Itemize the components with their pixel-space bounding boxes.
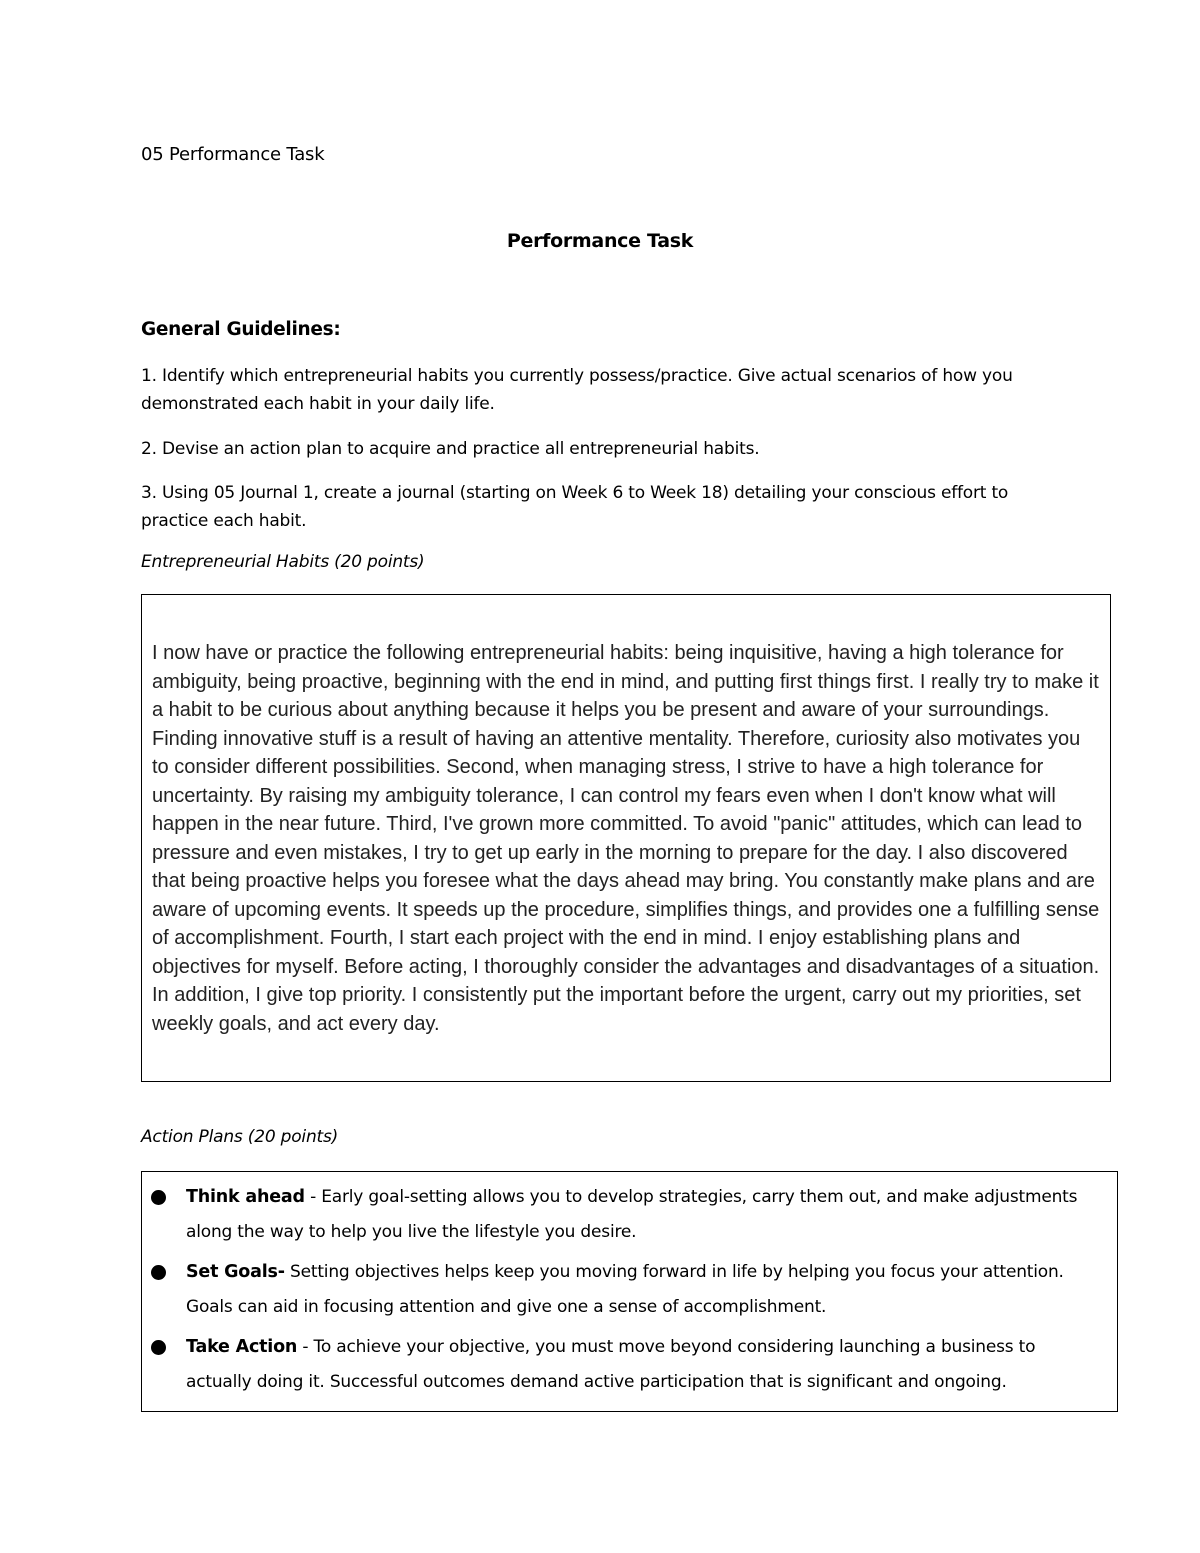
action-plan-text: Setting objectives helps keep you moving forward in life by helping you focus your attention. Goals can aid in focusing attention and give one a sense of accomplishment. xyxy=(186,1262,1064,1317)
action-plan-text: - Early goal-setting allows you to develop strategies, carry them out, and make adjustments along the way to help you live the lifestyle you desire. xyxy=(186,1187,1078,1242)
bullet-icon xyxy=(151,1190,166,1205)
action-plan-item xyxy=(186,1255,1086,1325)
action-plan-item xyxy=(186,1330,1086,1400)
page-title: Performance Task xyxy=(506,230,694,252)
habits-answer-box xyxy=(141,594,1111,1082)
habits-answer-text: I now have or practice the following entrepreneurial habits: being inquisitive, having a high tolerance for ambiguity, being proactive, beginning with the end in mind, and putting first things first. I really try to make it a habit to be curious about anything because it helps you be present and aware of your surroundings. Finding innovative stuff is a result of having an attentive mentality. Therefore, curiosity also motivates you to consider different possibilities. Second, when managing stress, I strive to have a high tolerance for uncertainty. By raising my ambiguity tolerance, I can control my fears even when I don't know what will happen in the near future. Third, I've grown more committed. To avoid "panic" attitudes, which can lead to pressure and even mistakes, I try to get up early in the morning to prepare for the day. I also discovered that being proactive helps you foresee what the days ahead may bring. You constantly make plans and are aware of upcoming events. It speeds up the procedure, simplifies things, and provides one a fulfilling sense of accomplishment. Fourth, I start each project with the end in mind. I enjoy establishing plans and objectives for myself. Before acting, I thoroughly consider the advantages and disadvantages of a situation. In addition, I give top priority. I consistently put the important before the urgent, carry out my priorities, set weekly goals, and act every day. xyxy=(152,642,1100,1035)
guideline-item-2: 2. Devise an action plan to acquire and practice all entrepreneurial habits. xyxy=(141,439,760,459)
action-plan-title: Think ahead xyxy=(186,1187,305,1207)
guideline-item-1: 1. Identify which entrepreneurial habits you currently possess/practice. Give actual scenarios of how you demonstrated each habit in your daily life. xyxy=(141,366,1013,414)
header-label: 05 Performance Task xyxy=(141,144,325,165)
action-plan-item xyxy=(186,1180,1086,1250)
action-plans-box xyxy=(141,1171,1118,1412)
guideline-item-3: 3. Using 05 Journal 1, create a journal (starting on Week 6 to Week 18) detailing your conscious effort to practice each habit. xyxy=(141,483,1009,531)
bullet-icon xyxy=(151,1340,166,1355)
habits-section-label: Entrepreneurial Habits (20 points) xyxy=(141,552,425,572)
action-plan-title: Set Goals- xyxy=(186,1262,285,1282)
action-plans-section-label: Action Plans (20 points) xyxy=(141,1127,339,1147)
guidelines-heading: General Guidelines: xyxy=(141,319,341,340)
action-plan-text: - To achieve your objective, you must move beyond considering launching a business to actually doing it. Successful outcomes demand active participation that is significant and ongoing. xyxy=(186,1337,1036,1392)
bullet-icon xyxy=(151,1265,166,1280)
action-plan-title: Take Action xyxy=(186,1337,298,1357)
